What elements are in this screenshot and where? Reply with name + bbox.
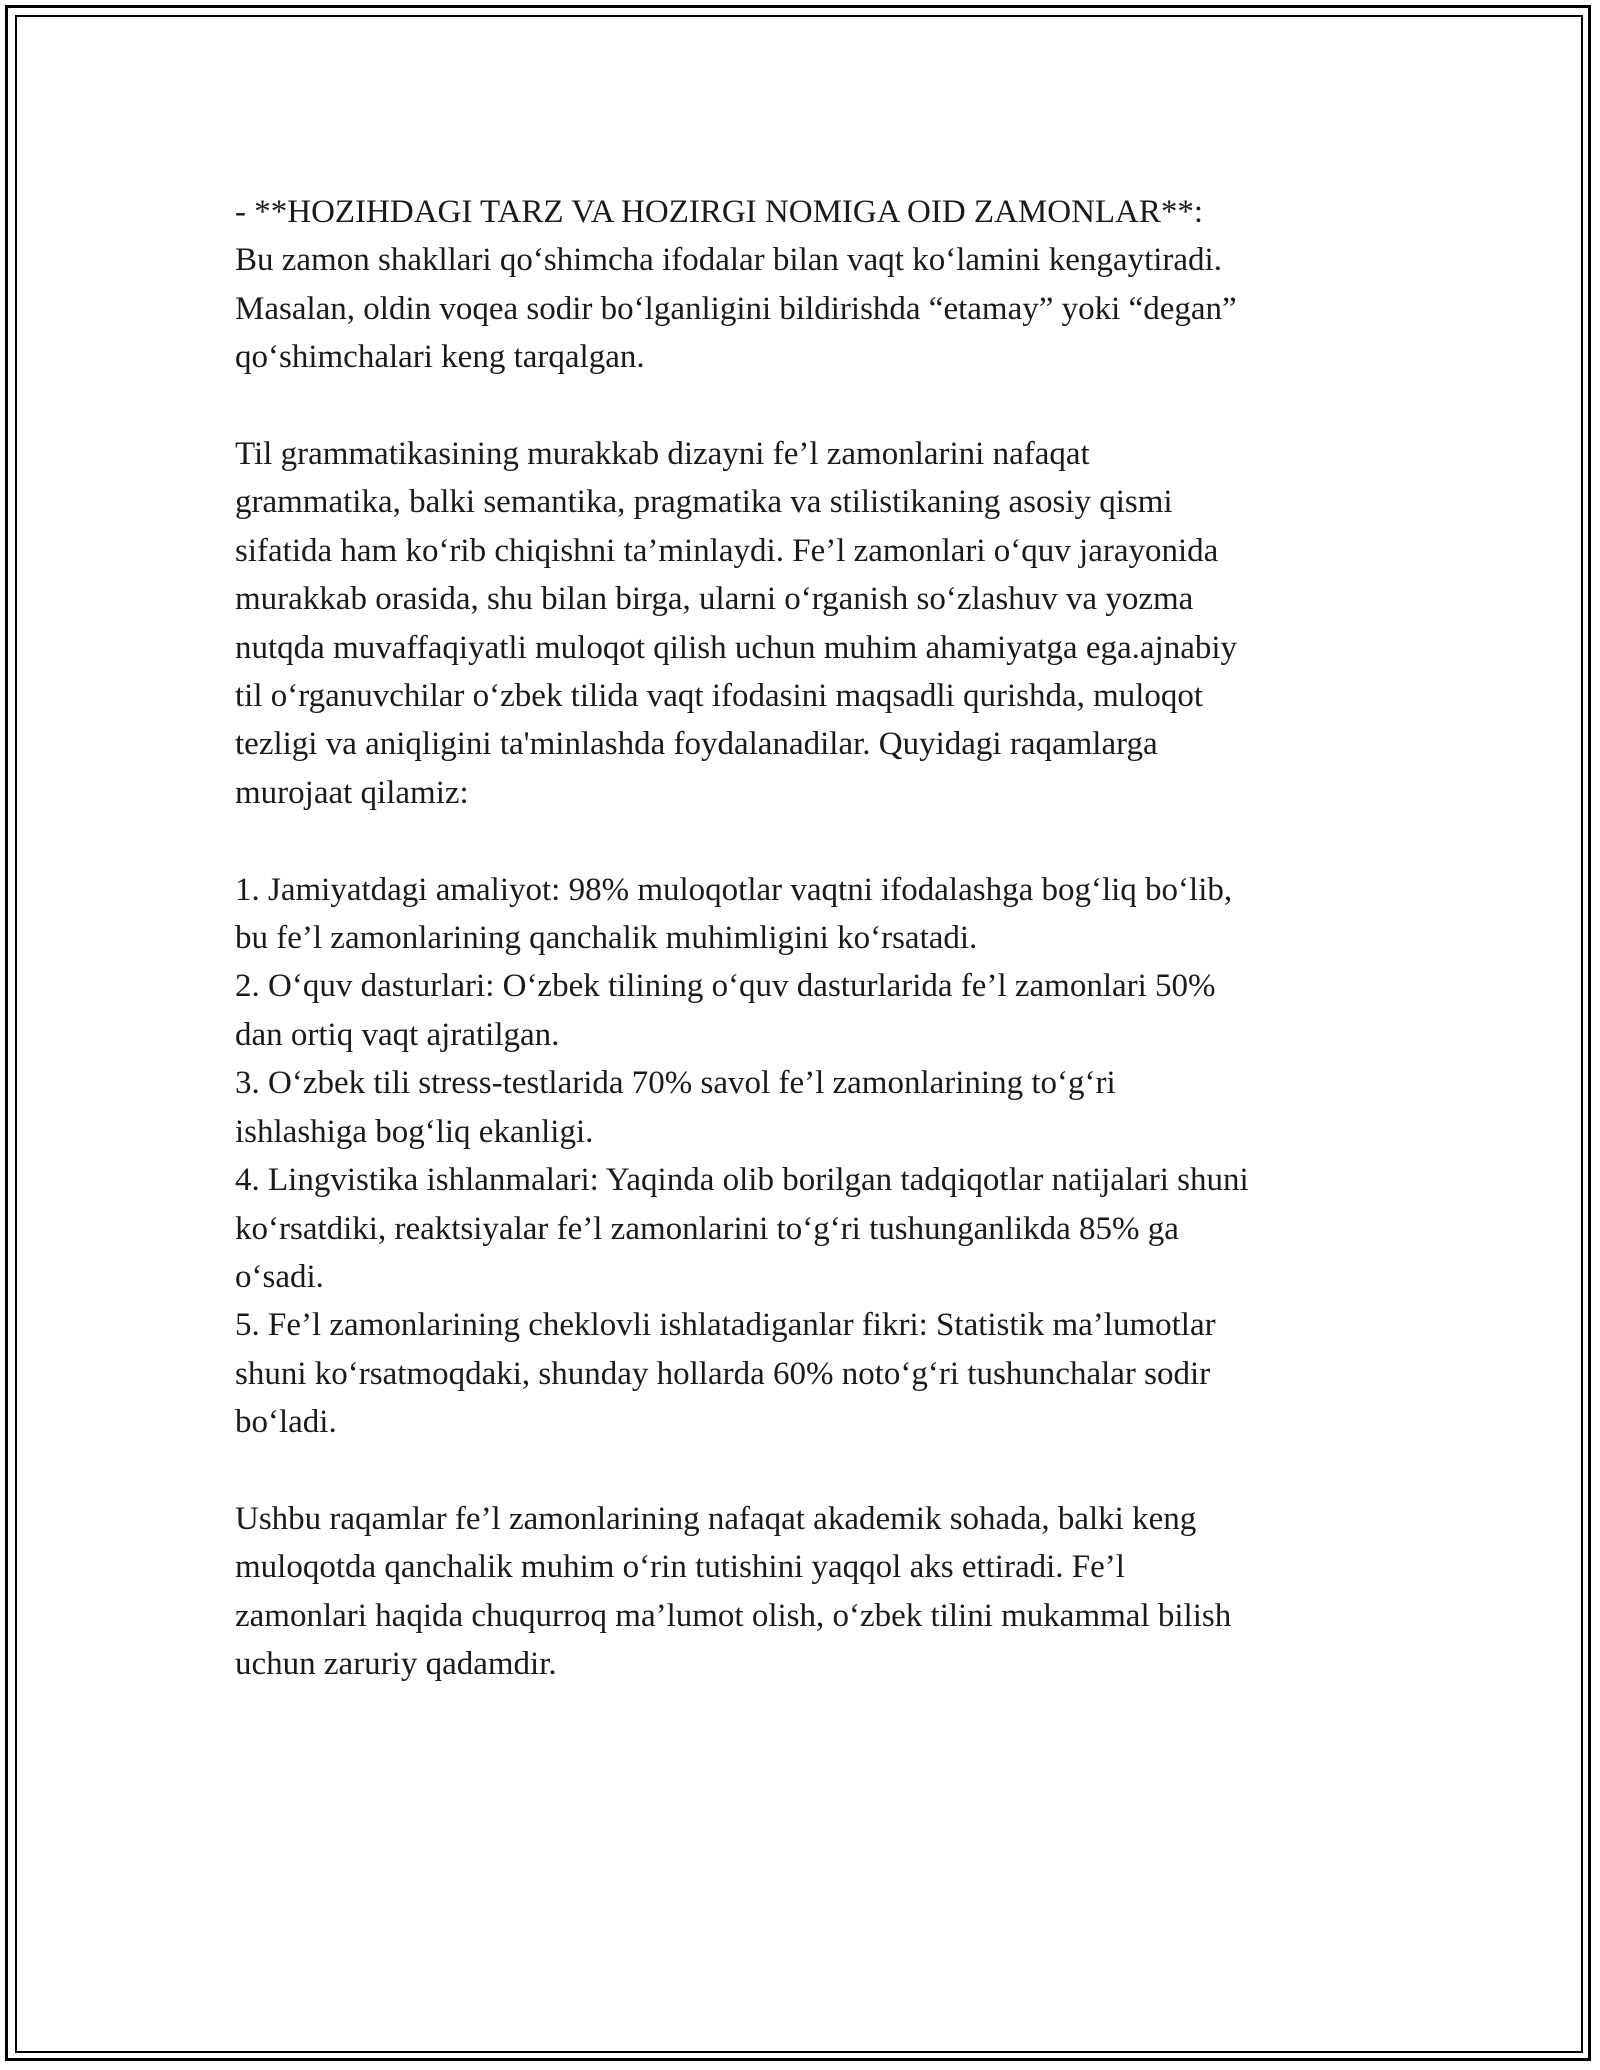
list-item: 3. O‘zbek tili stress-testlarida 70% savol fe’l zamonlarining to‘g‘ri ishlashiga bog‘liq ekanligi. <box>235 1065 1116 1150</box>
list-item: 2. O‘quv dasturlari: O‘zbek tilining o‘quv dasturlarida fe’l zamonlari 50% dan ortiq vaqt ajratilgan. <box>235 968 1216 1053</box>
section-heading-paragraph: - **HOZIHDAGI TARZ VA HOZIRGI NOMIGA OID ZAMONLAR**: Bu zamon shakllari qo‘shimcha ifodalar bilan vaqt ko‘lamini kengaytiradi. Masalan, oldin voqea sodir bo‘lganligini bildirishda “etamay” yoki “degan” qo‘shimchalari keng tarqalgan. <box>235 194 1237 376</box>
document-body <box>235 188 1395 1737</box>
list-item: 1. Jamiyatdagi amaliyot: 98% muloqotlar vaqtni ifodalashga bog‘liq bo‘lib, bu fe’l zamonlarining qanchalik muhimligini ko‘rsatadi. <box>235 871 1233 957</box>
conclusion-paragraph: Ushbu raqamlar fe’l zamonlarining nafaqat akademik sohada, balki keng muloqotda qanchalik muhim o‘rin tutishini yaqqol aks ettiradi. Fe’l zamonlari haqida chuqurroq ma’lumot olish, o‘zbek tilini mukammal bilish uchun zaruriy qadamdir. <box>235 1500 1232 1683</box>
intro-paragraph: Til grammatikasining murakkab dizayni fe’l zamonlarini nafaqat grammatika, balki semantika, pragmatika va stilistikaning asosiy qismi sifatida ham ko‘rib chiqishni ta’minlaydi. Fe’l zamonlari o‘quv jarayonida murakkab orasida, shu bilan birga, ularni o‘rganish so‘zlashuv va yozma nutqda muvaffaqiyatli muloqot qilish uchun muhim ahamiyatga ega.ajnabiy til o‘rganuvchilar o‘zbek tilida vaqt ifodasini maqsadli qurishda, muloqot tezligi va aniqligini ta'minlashda foydalanadilar. Quyidagi raqamlarga murojaat qilamiz: <box>235 436 1238 811</box>
list-item: 5. Fe’l zamonlarining cheklovli ishlatadiganlar fikri: Statistik ma’lumotlar shuni ko‘rsatmoqdaki, shunday hollarda 60% noto‘g‘ri tushunchalar sodir bo‘ladi. <box>235 1307 1216 1441</box>
list-item: 4. Lingvistika ishlanmalari: Yaqinda olib borilgan tadqiqotlar natijalari shuni ko‘rsatdiki, reaktsiyalar fe’l zamonlarini to‘g‘ri tushunganlikda 85% ga o‘sadi. <box>235 1162 1249 1295</box>
numbered-list <box>235 866 1395 1447</box>
